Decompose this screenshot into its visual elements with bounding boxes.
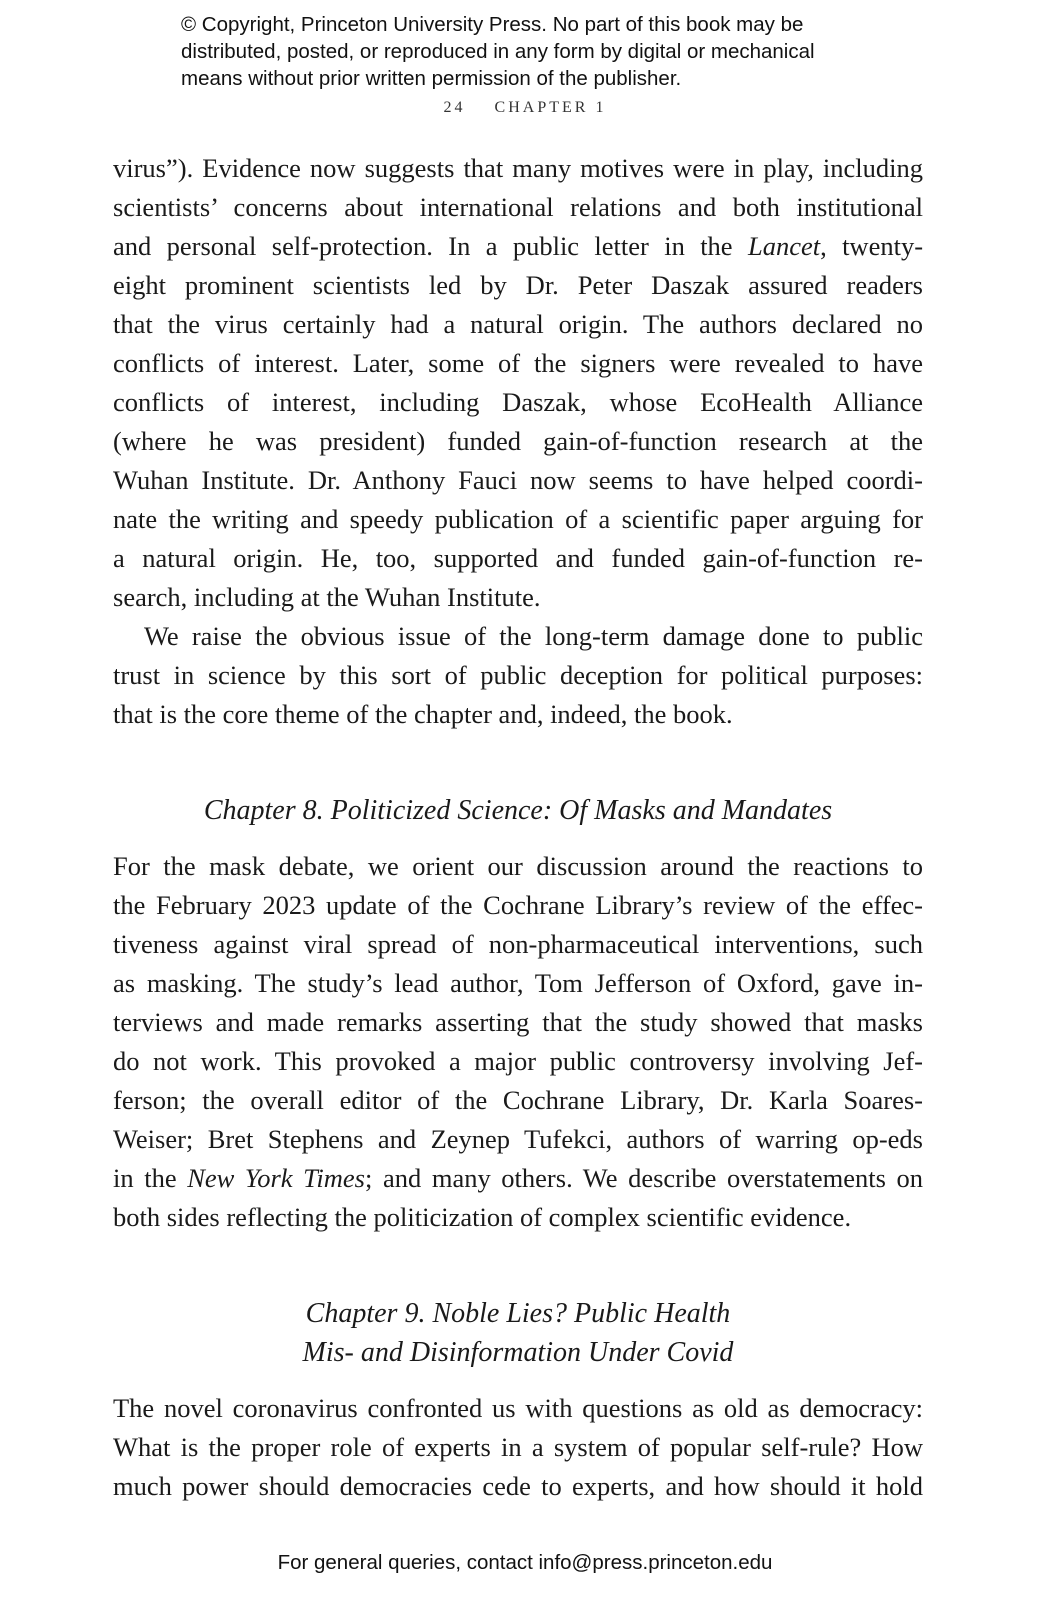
text-line: virus”). Evidence now suggests that many motives were in play, including xyxy=(113,153,923,183)
newspaper-title: New York Times xyxy=(187,1163,365,1193)
paragraph xyxy=(113,617,923,734)
text-line: search, including at the Wuhan Institute. xyxy=(113,582,541,612)
text-line: conflicts of interest, including Daszak, whose EcoHealth Alliance xyxy=(113,387,923,417)
chapter-9-heading: Chapter 9. Noble Lies? Public Health xyxy=(305,1298,731,1329)
text-line: eight prominent scientists led by Dr. Peter Daszak assured readers xyxy=(113,270,923,300)
text-line: as masking. The study’s lead author, Tom Jefferson of Oxford, gave in- xyxy=(113,968,923,998)
text-line: trust in science by this sort of public deception for political purposes: xyxy=(113,660,923,690)
text-line: The novel coronavirus confronted us with questions as old as democracy: xyxy=(113,1393,923,1423)
running-head xyxy=(0,99,1050,117)
text-line: both sides reflecting the politicization of complex scientific evidence. xyxy=(113,1202,852,1232)
chapter-9-heading: Mis- and Disinformation Under Covid xyxy=(302,1337,734,1368)
text-line: We raise the obvious issue of the long-term damage done to public xyxy=(144,621,923,651)
copyright-line: © Copyright, Princeton University Press. No part of this book may be xyxy=(181,13,804,36)
footer-contact: For general queries, contact info@press.princeton.edu xyxy=(277,1551,773,1574)
text-line: nate the writing and speedy publication of a scientific paper arguing for xyxy=(113,504,923,534)
text-line: What is the proper role of experts in a system of popular self-rule? How xyxy=(113,1432,923,1462)
text-line: and personal self-protection. In a public letter in the Lancet, twenty- xyxy=(113,231,924,261)
copyright-line: distributed, posted, or reproduced in any form by digital or mechanical xyxy=(181,40,815,63)
text-line: Weiser; Bret Stephens and Zeynep Tufekci, authors of warring op-eds xyxy=(113,1124,923,1154)
text-line: scientists’ concerns about international relations and both institutional xyxy=(113,192,923,222)
text-line: ferson; the overall editor of the Cochrane Library, Dr. Karla Soares- xyxy=(113,1085,923,1115)
chapter-8-heading: Chapter 8. Politicized Science: Of Masks and Mandates xyxy=(203,795,833,826)
text-line: For the mask debate, we orient our discussion around the reactions to xyxy=(113,851,923,881)
text-line: in the New York Times; and many others. We describe overstatements on xyxy=(113,1163,923,1193)
copyright-notice xyxy=(181,11,901,92)
text-line: that is the core theme of the chapter and, indeed, the book. xyxy=(113,699,733,729)
journal-title: Lancet xyxy=(747,231,821,261)
text-line: the February 2023 update of the Cochrane Library’s review of the effec- xyxy=(113,890,923,920)
chapter-label: CHAPTER 1 xyxy=(494,99,607,116)
text-line: terviews and made remarks asserting that the study showed that masks xyxy=(113,1007,923,1037)
text-line: tiveness against viral spread of non-pharmaceutical interventions, such xyxy=(113,929,923,959)
paragraph xyxy=(113,1389,923,1506)
copyright-line: means without prior written permission of the publisher. xyxy=(181,67,682,90)
text-line: much power should democracies cede to experts, and how should it hold xyxy=(113,1471,923,1501)
page-body xyxy=(113,149,923,1506)
text-line: conflicts of interest. Later, some of the signers were revealed to have xyxy=(113,348,923,378)
page-number: 24 xyxy=(443,99,466,116)
text-line: a natural origin. He, too, supported and funded gain-of-function re- xyxy=(113,543,923,573)
text-line: that the virus certainly had a natural origin. The authors declared no xyxy=(113,309,923,339)
text-line: Wuhan Institute. Dr. Anthony Fauci now seems to have helped coordi- xyxy=(113,465,923,495)
text-line: (where he was president) funded gain-of-function research at the xyxy=(113,426,923,456)
text-line: do not work. This provoked a major public controversy involving Jef- xyxy=(113,1046,923,1076)
paragraph xyxy=(113,847,923,1237)
paragraph xyxy=(113,149,923,617)
